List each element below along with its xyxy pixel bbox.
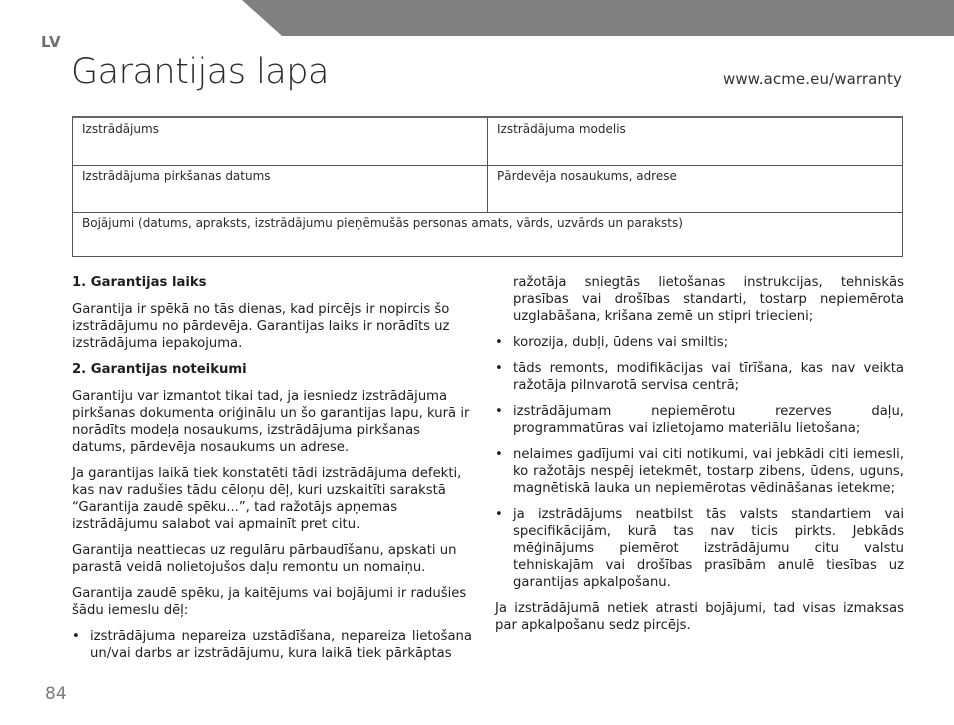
list-item: [495, 360, 904, 394]
header-band: [0, 0, 954, 36]
section-1-text: Garantija ir spēkā no tās dienas, kad pircējs ir nopircis šo izstrādājumu no pārdevēja. Garantijas laiks ir norādīts uz izstrādājuma iepakojuma.: [72, 302, 450, 351]
void-reasons-list: [495, 334, 904, 591]
bullet-icon: •: [495, 447, 503, 462]
warranty-url: www.acme.eu/warranty: [722, 70, 902, 88]
language-code: LV: [41, 33, 62, 51]
bullet-icon: •: [495, 507, 503, 522]
void-reasons-list-start: [72, 628, 472, 662]
list-item: [72, 628, 472, 662]
list-item-text: tāds remonts, modifikācijas vai tīrīšana, kas nav veikta ražotāja pilnvarotā servisa centrā;: [513, 361, 904, 393]
list-item: [495, 506, 904, 591]
field-product-model[interactable]: Izstrādājuma modelis: [497, 122, 626, 136]
form-row-product: [73, 118, 902, 166]
bullet-icon: •: [72, 629, 80, 644]
list-item-continuation: ražotāja sniegtās lietošanas instrukcijas, tehniskās prasības vai drošības standarti, tostarp nepiemērota uzglabāšana, krišana zemē un stipri triecieni;: [513, 275, 904, 324]
list-item: [495, 334, 904, 351]
list-item-text: nelaimes gadījumi vai citi notikumi, vai jebkādi citi iemesli, ko ražotājs nespēj ietekmēt, tostarp zibens, ūdens, uguns, magnētiskā lauka un nepiemērotas vēdināšanas ietekme;: [513, 447, 904, 496]
field-purchase-date[interactable]: Izstrādājuma pirkšanas datums: [73, 165, 488, 212]
conditions-paragraph-1: Garantiju var izmantot tikai tad, ja iesniedz izstrādājuma pirkšanas dokumenta oriģinālu un šo garantijas lapu, kurā ir norādīts modeļa nosaukums, izstrādājuma pirkšanas datums, pārdevēja nosaukums un adrese.: [72, 389, 470, 455]
conditions-paragraph-2: Ja garantijas laikā tiek konstatēti tādi izstrādājuma defekti, kas nav radušies tādu cēloņu dēļ, kuri uzskaitīti sarakstā “Garantija zaudē spēku...”, tad ražotājs apņemas izstrādājumu salabot vai apmainīt pret citu.: [72, 466, 462, 532]
list-item-text: izstrādājumam nepiemērotu rezerves daļu, programmatūras vai izlietojamo materiālu lietošana;: [513, 404, 904, 436]
closing-paragraph: Ja izstrādājumā netiek atrasti bojājumi, tad visas izmaksas par apkalpošanu sedz pircējs.: [495, 601, 904, 633]
list-item: [495, 446, 904, 497]
form-row-purchase: [73, 165, 902, 213]
list-item-text: izstrādājuma nepareiza uzstādīšana, nepareiza lietošana un/vai darbs ar izstrādājumu, kura laikā tiek pārkāptas: [90, 629, 472, 661]
left-column: [72, 274, 472, 671]
field-seller-address[interactable]: Pārdevēja nosaukums, adrese: [497, 169, 677, 183]
page-title: Garantijas lapa: [71, 52, 329, 92]
bullet-icon: •: [495, 404, 503, 419]
form-row-damages: [73, 212, 902, 257]
section-1-heading: 1. Garantijas laiks: [72, 275, 207, 290]
bullet-icon: •: [495, 361, 503, 376]
bullet-icon: •: [495, 335, 503, 350]
field-damages[interactable]: Bojājumi (datums, apraksts, izstrādājumu pieņēmušās personas amats, vārds, uzvārds un paraksts): [82, 216, 683, 230]
warranty-form: [72, 116, 903, 257]
list-item-text: korozija, dubļi, ūdens vai smiltis;: [513, 335, 729, 350]
right-column: [495, 274, 904, 643]
list-item-text: ja izstrādājums neatbilst tās valsts standartiem vai specifikācijām, kurā tas nav ticis pirkts. Jebkāds mēģinājums piemērot izstrādājumu citu valstu tehniskajām vai drošības prasībām anulē tiesības uz garantijas apkalpošanu.: [513, 507, 904, 590]
list-item: [495, 403, 904, 437]
conditions-paragraph-3: Garantija neattiecas uz regulāru pārbaudīšanu, apskati un parastā veidā nolietojušos daļu remontu un nomaiņu.: [72, 543, 457, 575]
conditions-paragraph-4: Garantija zaudē spēku, ja kaitējums vai bojājumi ir radušies šādu iemeslu dēļ:: [72, 586, 467, 618]
page-number: 84: [45, 684, 67, 704]
section-2-heading: 2. Garantijas noteikumi: [72, 362, 247, 377]
field-product[interactable]: Izstrādājums: [73, 118, 488, 165]
